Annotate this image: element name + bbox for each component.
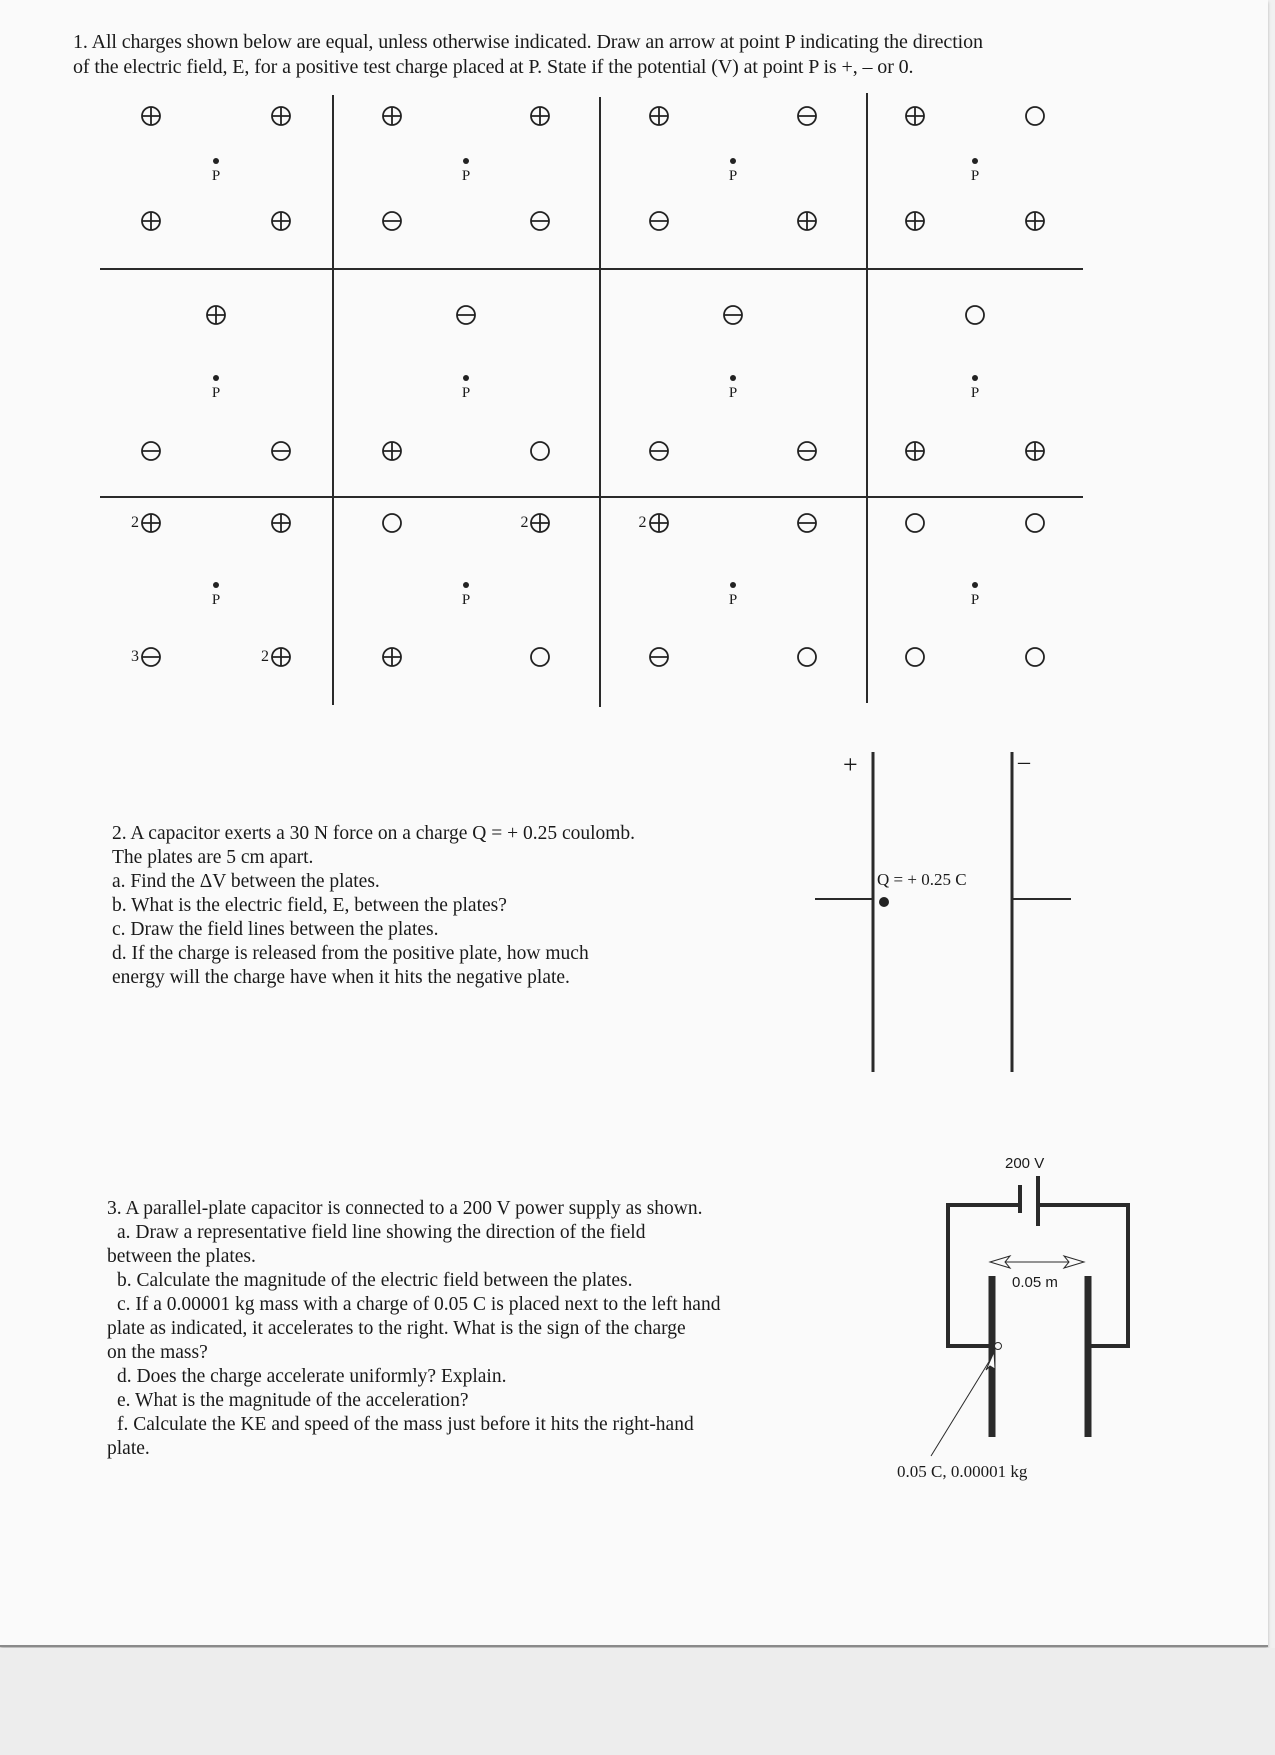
charge-multiplier: 3 (131, 648, 140, 666)
point-p-label: P (728, 385, 738, 402)
point-p-label: P (970, 591, 980, 608)
mass-pointer-line (931, 1360, 990, 1456)
charge-multiplier: 2 (131, 513, 140, 531)
question-1-line-2: of the electric field, E, for a positive test charge placed at P. State if the potential (V) at point P is +, – or 0. (73, 56, 914, 78)
charge-multiplier: 2 (260, 648, 269, 666)
question-3-line: e. What is the magnitude of the acceleration? (117, 1390, 469, 1411)
mass-label: 0.05 C, 0.00001 kg (897, 1462, 1028, 1481)
question-3-line: 3. A parallel-plate capacitor is connected to a 200 V power supply as shown. (107, 1198, 703, 1219)
gap-distance-label: 0.05 m (1012, 1274, 1058, 1291)
question-1-line-1: 1. All charges shown below are equal, unless otherwise indicated. Draw an arrow at point P indicating the direction (73, 31, 983, 53)
question-3-line: b. Calculate the magnitude of the electric field between the plates. (117, 1270, 633, 1291)
charge-multiplier: 2 (520, 513, 529, 531)
question-2-line: energy will the charge have when it hits the negative plate. (112, 967, 570, 988)
charged-mass (995, 1343, 1002, 1350)
question-3-line: on the mass? (107, 1342, 208, 1363)
question-2-line: The plates are 5 cm apart. (112, 847, 314, 868)
point-p-label: P (970, 385, 980, 402)
question-2-line: c. Draw the field lines between the plates. (112, 919, 439, 940)
question-3-line: between the plates. (107, 1246, 256, 1267)
charge-multiplier: 2 (638, 513, 647, 531)
point-p-label: P (461, 591, 471, 608)
question-3-line: d. Does the charge accelerate uniformly? Explain. (117, 1366, 507, 1387)
question-3-line: plate as indicated, it accelerates to the right. What is the sign of the charge (107, 1318, 686, 1339)
point-p-label: P (461, 167, 471, 184)
question-2-line: b. What is the electric field, E, between the plates? (112, 895, 507, 916)
question-2-line: 2. A capacitor exerts a 30 N force on a charge Q = + 0.25 coulomb. (112, 823, 636, 844)
point-p-label: P (211, 385, 221, 402)
point-p-label: P (970, 167, 980, 184)
point-p-label: P (728, 167, 738, 184)
negative-plate-label: – (1018, 749, 1030, 775)
positive-plate-label: + (843, 750, 858, 779)
charge-label: Q = + 0.25 C (877, 870, 967, 889)
question-3-line: f. Calculate the KE and speed of the mass just before it hits the right-hand (117, 1414, 694, 1435)
question-3-line: a. Draw a representative field line showing the direction of the field (117, 1222, 646, 1243)
point-p-label: P (461, 385, 471, 402)
left-wire (948, 1205, 1018, 1346)
voltage-label: 200 V (1005, 1155, 1045, 1172)
point-p-label: P (211, 591, 221, 608)
question-3-line: plate. (107, 1438, 150, 1459)
point-p-label: P (211, 167, 221, 184)
point-p-label: P (728, 591, 738, 608)
question-2-line: a. Find the ΔV between the plates. (112, 871, 380, 892)
question-3-line: c. If a 0.00001 kg mass with a charge of 0.05 C is placed next to the left hand (117, 1294, 721, 1315)
question-2-line: d. If the charge is released from the positive plate, how much (112, 943, 589, 964)
scanner-background (0, 1648, 1275, 1755)
